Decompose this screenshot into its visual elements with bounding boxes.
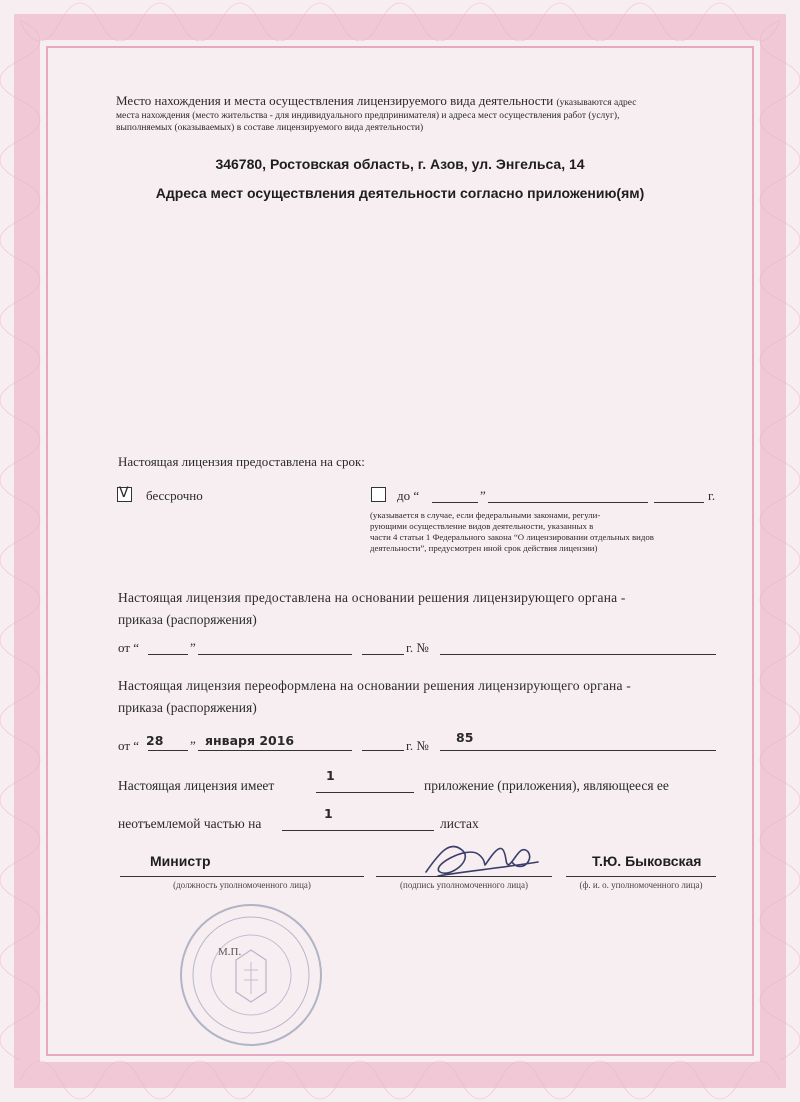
location-note-3: выполняемых (оказываемых) в составе лицензируемого вида деятельности) [116,123,424,133]
grant-quote-close: ” [190,640,196,655]
until-year-suffix: г. [708,488,716,503]
reissue-day: 28 [146,733,164,748]
location-heading: Место нахождения и места осуществления лицензируемого вида деятельности [116,93,554,108]
signer-position: Министр [150,853,211,869]
appendix-sheets-line [282,830,434,831]
signature-line [376,876,552,877]
reissue-month-year: января 2016 [205,733,295,748]
appendix-count-line [316,792,414,793]
grant-text-2: приказа (распоряжения) [118,612,257,627]
appendix-text-a: Настоящая лицензия имеет [118,778,275,793]
term-note-3: части 4 статьи 1 Федерального закона “О лицензировании отдельных видов [370,532,654,542]
term-note-1: (указывается в случае, если федеральными законами, регули- [370,510,601,520]
reissue-year-line [362,750,404,751]
location-heading-block [116,93,736,109]
until-day-line [432,502,478,503]
address: 346780, Ростовская область, г. Азов, ул. Энгельса, 14 [215,156,585,172]
reissue-from-label: от “ [118,738,140,753]
appendix-sheets: 1 [324,806,333,821]
appendix-text-c: неотъемлемой частью на [118,816,262,831]
until-year-line [654,502,704,503]
grant-year-line [362,654,404,655]
appendix-text-d: листах [440,816,479,831]
term-note-2: рующими осуществление видов деятельности, указанных в [370,521,594,531]
term-label: Настоящая лицензия предоставлена на срок: [118,454,365,469]
reissue-quote-close: ” [190,738,196,753]
stamp-label: М.П. [218,946,242,958]
indefinite-checkbox [117,487,132,502]
reissue-text-1: Настоящая лицензия переоформлена на основании решения лицензирующего органа - [118,678,631,693]
position-line [120,876,364,877]
appendix-count: 1 [326,768,335,783]
signer-name: Т.Ю. Быковская [592,853,702,869]
reissue-number: 85 [456,730,474,745]
indefinite-label: бессрочно [146,488,203,503]
term-note [370,510,726,554]
until-quote-close: ” [480,488,486,503]
grant-month-line [198,654,352,655]
until-month-line [488,502,648,503]
grant-text-1: Настоящая лицензия предоставлена на основании решения лицензирующего органа - [118,590,626,605]
name-line [566,876,716,877]
official-stamp [176,900,326,1050]
until-label: до “ [397,488,420,503]
appendix-text-b: приложение (приложения), являющееся ее [424,778,669,793]
reissue-day-line [148,750,188,751]
reissue-text-2: приказа (распоряжения) [118,700,257,715]
position-caption: (должность уполномоченного лица) [173,880,311,890]
reissue-number-line [440,750,716,751]
grant-number-line [440,654,716,655]
term-until-checkbox [371,487,386,502]
reissue-no-label: г. № [406,738,429,753]
reissue-month-line [198,750,352,751]
grant-day-line [148,654,188,655]
location-note-2: места нахождения (место жительства - для индивидуального предпринимателя) и адреса мест осуществления работ (услуг), [116,111,620,121]
grant-no-label: г. № [406,640,429,655]
check-mark: V [119,485,129,501]
grant-from-label: от “ [118,640,140,655]
addresses-note: Адреса мест осуществления деятельности согласно приложению(ям) [155,185,645,201]
name-caption: (ф. и. о. уполномоченного лица) [579,880,703,890]
signature-caption: (подпись уполномоченного лица) [400,880,528,890]
term-note-4: деятельности”, предусмотрен иной срок действия лицензии) [370,543,598,553]
location-note-1: (указываются адрес [556,98,637,108]
